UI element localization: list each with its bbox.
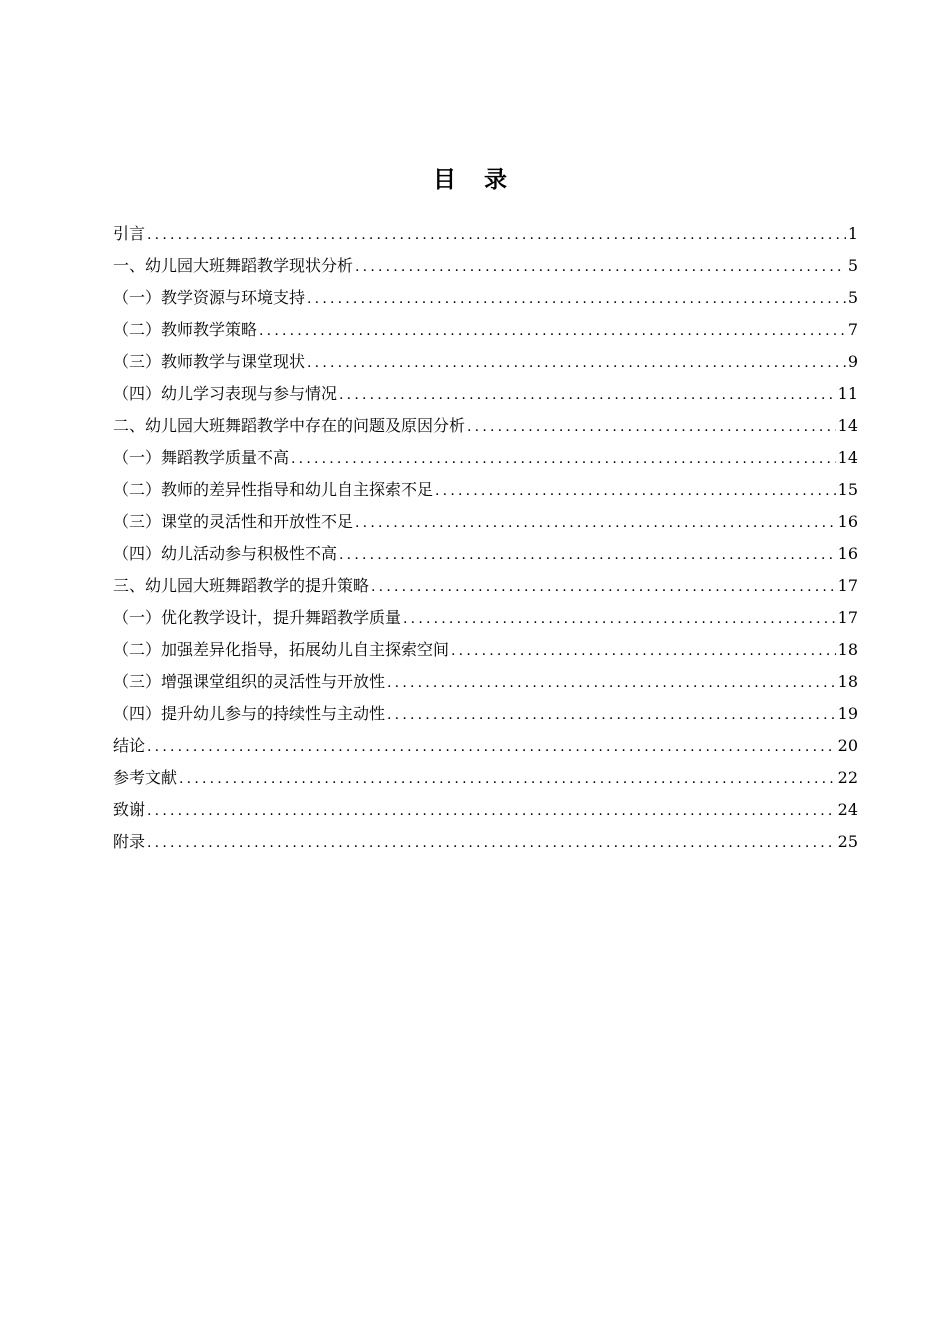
toc-dot-leader bbox=[307, 347, 846, 379]
toc-entry-page: 15 bbox=[837, 480, 858, 499]
toc-entry-page: 17 bbox=[837, 608, 858, 627]
toc-entry-section-1-2[interactable] bbox=[113, 314, 858, 346]
toc-entry-page: 5 bbox=[847, 256, 858, 275]
toc-dot-leader bbox=[387, 667, 836, 699]
toc-entry-label: 附录 bbox=[113, 832, 146, 851]
toc-dot-leader bbox=[451, 635, 836, 667]
toc-entry-label: 参考文献 bbox=[113, 768, 178, 787]
toc-entry-label: （四）幼儿学习表现与参与情况 bbox=[113, 384, 338, 403]
toc-entry-label: （一）教学资源与环境支持 bbox=[113, 288, 306, 307]
toc-entry-chapter-1[interactable] bbox=[113, 250, 858, 282]
toc-entry-label: 引言 bbox=[113, 224, 146, 243]
toc-entry-label: （三）教师教学与课堂现状 bbox=[113, 352, 306, 371]
toc-entry-page: 16 bbox=[837, 544, 858, 563]
toc-entry-page: 9 bbox=[847, 352, 858, 371]
toc-entry-label: （二）教师教学策略 bbox=[113, 320, 258, 339]
toc-entry-page: 25 bbox=[837, 832, 858, 851]
toc-entry-section-3-2[interactable] bbox=[113, 634, 858, 666]
toc-dot-leader bbox=[291, 443, 836, 475]
toc-entry-section-1-3[interactable] bbox=[113, 346, 858, 378]
toc-entry-label: 三、幼儿园大班舞蹈教学的提升策略 bbox=[113, 576, 370, 595]
toc-dot-leader bbox=[467, 411, 836, 443]
toc-dot-leader bbox=[339, 379, 836, 411]
toc-dot-leader bbox=[339, 539, 836, 571]
toc-dot-leader bbox=[403, 603, 836, 635]
toc-entry-page: 17 bbox=[837, 576, 858, 595]
toc-entry-label: 二、幼儿园大班舞蹈教学中存在的问题及原因分析 bbox=[113, 416, 466, 435]
toc-entry-section-3-3[interactable] bbox=[113, 666, 858, 698]
toc-entry-label: （一）舞蹈教学质量不高 bbox=[113, 448, 290, 467]
toc-entry-label: （四）提升幼儿参与的持续性与主动性 bbox=[113, 704, 386, 723]
toc-dot-leader bbox=[179, 763, 836, 795]
toc-entry-section-3-1[interactable] bbox=[113, 602, 858, 634]
toc-entry-label: （一）优化教学设计，提升舞蹈教学质量 bbox=[113, 608, 402, 627]
toc-entry-section-1-1[interactable] bbox=[113, 282, 858, 314]
toc-entry-page: 18 bbox=[837, 640, 858, 659]
toc-entry-label: （二）教师的差异性指导和幼儿自主探索不足 bbox=[113, 480, 434, 499]
toc-entry-chapter-3[interactable] bbox=[113, 570, 858, 602]
toc-entry-section-2-3[interactable] bbox=[113, 506, 858, 538]
toc-entry-page: 7 bbox=[847, 320, 858, 339]
toc-entry-references[interactable] bbox=[113, 762, 858, 794]
toc-entry-page: 11 bbox=[837, 384, 858, 403]
toc-entry-label: （三）增强课堂组织的灵活性与开放性 bbox=[113, 672, 386, 691]
toc-entry-page: 14 bbox=[837, 448, 858, 467]
toc-dot-leader bbox=[355, 507, 836, 539]
toc-entry-section-1-4[interactable] bbox=[113, 378, 858, 410]
toc-entry-page: 1 bbox=[847, 224, 858, 243]
toc-entry-section-2-1[interactable] bbox=[113, 442, 858, 474]
toc-entry-introduction[interactable] bbox=[113, 218, 858, 250]
table-of-contents bbox=[113, 218, 858, 858]
toc-entry-label: （三）课堂的灵活性和开放性不足 bbox=[113, 512, 354, 531]
toc-entry-label: （二）加强差异化指导，拓展幼儿自主探索空间 bbox=[113, 640, 450, 659]
toc-entry-conclusion[interactable] bbox=[113, 730, 858, 762]
toc-title: 目 录 bbox=[432, 167, 517, 193]
toc-dot-leader bbox=[355, 251, 846, 283]
toc-dot-leader bbox=[307, 283, 846, 315]
toc-dot-leader bbox=[435, 475, 836, 507]
toc-entry-page: 5 bbox=[847, 288, 858, 307]
toc-entry-label: （四）幼儿活动参与积极性不高 bbox=[113, 544, 338, 563]
toc-entry-chapter-2[interactable] bbox=[113, 410, 858, 442]
toc-dot-leader bbox=[147, 795, 836, 827]
toc-dot-leader bbox=[259, 315, 846, 347]
toc-entry-section-3-4[interactable] bbox=[113, 698, 858, 730]
toc-entry-page: 20 bbox=[837, 736, 858, 755]
toc-entry-page: 22 bbox=[837, 768, 858, 787]
toc-entry-page: 19 bbox=[837, 704, 858, 723]
toc-entry-acknowledgements[interactable] bbox=[113, 794, 858, 826]
toc-entry-page: 16 bbox=[837, 512, 858, 531]
toc-entry-page: 14 bbox=[837, 416, 858, 435]
toc-entry-label: 致谢 bbox=[113, 800, 146, 819]
toc-entry-page: 18 bbox=[837, 672, 858, 691]
toc-dot-leader bbox=[371, 571, 836, 603]
toc-entry-label: 结论 bbox=[113, 736, 146, 755]
toc-dot-leader bbox=[147, 731, 836, 763]
toc-entry-appendix[interactable] bbox=[113, 826, 858, 858]
toc-entry-section-2-4[interactable] bbox=[113, 538, 858, 570]
toc-entry-label: 一、幼儿园大班舞蹈教学现状分析 bbox=[113, 256, 354, 275]
toc-dot-leader bbox=[147, 827, 836, 859]
toc-dot-leader bbox=[387, 699, 836, 731]
toc-entry-section-2-2[interactable] bbox=[113, 474, 858, 506]
toc-dot-leader bbox=[147, 219, 846, 251]
toc-entry-page: 24 bbox=[837, 800, 858, 819]
